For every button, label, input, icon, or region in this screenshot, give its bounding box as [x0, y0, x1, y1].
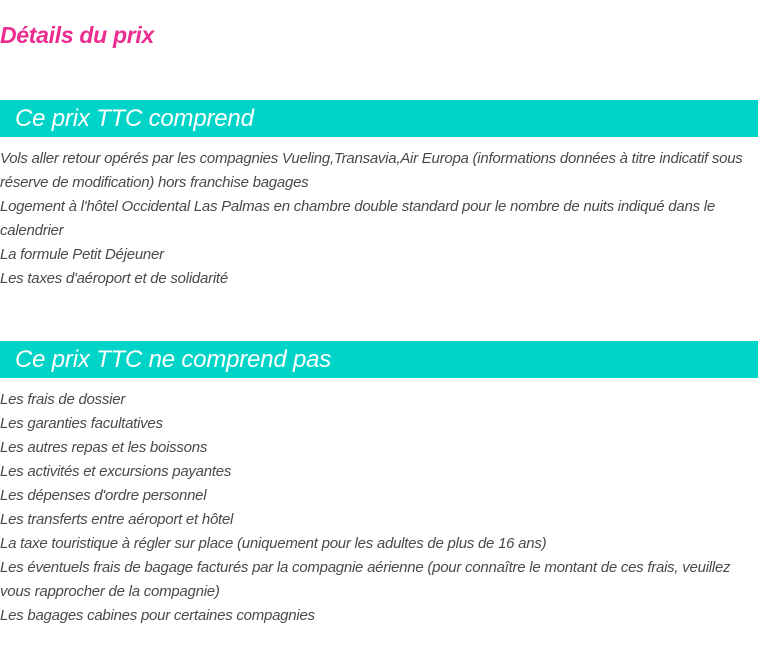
excluded-item: Les bagages cabines pour certaines compagnies [0, 607, 315, 624]
excluded-items-list [0, 388, 750, 628]
included-items-list [0, 147, 750, 291]
excluded-item: Les garanties facultatives [0, 415, 163, 432]
excluded-item: Les éventuels frais de bagage facturés par la compagnie aérienne (pour connaître le montant de ces frais, veuillez vous rapprocher de la compagnie) [0, 559, 731, 600]
included-section-header: Ce prix TTC comprend [0, 100, 758, 137]
page-title: Détails du prix [0, 22, 154, 48]
included-item: La formule Petit Déjeuner [0, 246, 164, 263]
excluded-item: La taxe touristique à régler sur place (uniquement pour les adultes de plus de 16 ans) [0, 535, 547, 552]
included-item: Logement à l'hôtel Occidental Las Palmas en chambre double standard pour le nombre de nuits indiqué dans le calendrier [0, 198, 715, 239]
excluded-item: Les transferts entre aéroport et hôtel [0, 511, 234, 528]
included-item: Les taxes d'aéroport et de solidarité [0, 270, 228, 287]
excluded-section-header: Ce prix TTC ne comprend pas [0, 341, 758, 378]
included-item: Vols aller retour opérés par les compagnies Vueling,Transavia,Air Europa (informations données à titre indicatif sous réserve de modification) hors franchise bagages [0, 150, 743, 191]
excluded-item: Les activités et excursions payantes [0, 463, 232, 480]
excluded-item: Les frais de dossier [0, 391, 126, 408]
excluded-item: Les autres repas et les boissons [0, 439, 208, 456]
excluded-item: Les dépenses d'ordre personnel [0, 487, 207, 504]
